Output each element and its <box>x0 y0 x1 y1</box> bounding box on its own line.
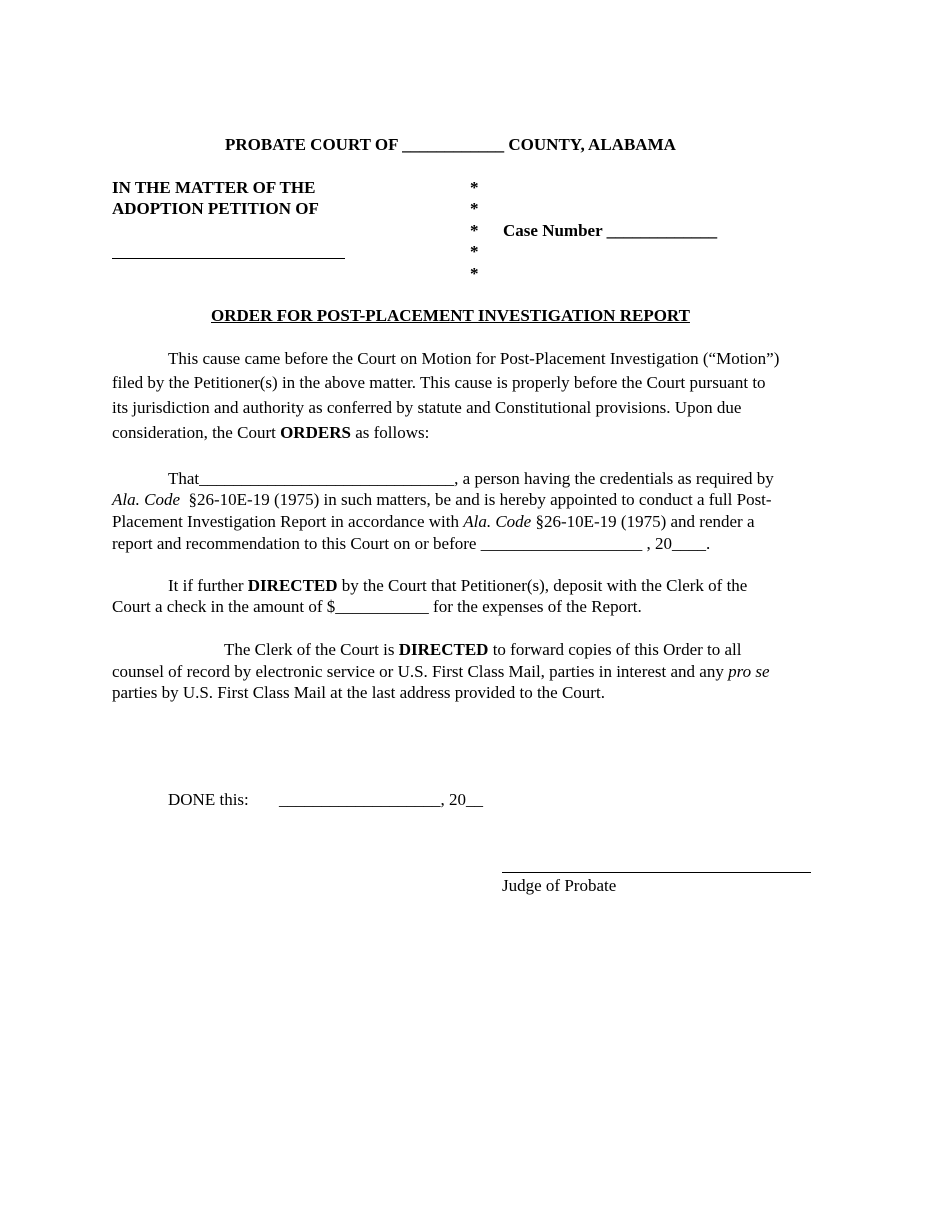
court-suffix: COUNTY, ALABAMA <box>508 135 676 154</box>
petitioner-name-line <box>112 258 345 259</box>
signature-line <box>502 872 811 873</box>
para3-line: Court a check in the amount of $___________ for the expenses of the Report. <box>112 597 642 616</box>
done-date-blank: ___________________, 20__ <box>279 790 483 809</box>
pro-se-term: pro se <box>728 662 770 681</box>
appointee-blank: ______________________________ <box>199 469 455 488</box>
caption-star: * <box>470 199 479 218</box>
para2-line: report and recommendation to this Court on or before ___________________ , 20____. <box>112 534 711 553</box>
caption-star: * <box>470 264 479 283</box>
matter-line-1: IN THE MATTER OF THE <box>112 178 316 197</box>
ala-code-cite: Ala. Code <box>463 512 532 531</box>
matter-line-2: ADOPTION PETITION OF <box>112 199 319 218</box>
para2-line: That______________________________, a person having the credentials as required by <box>168 469 774 488</box>
court-prefix: PROBATE COURT OF <box>225 135 398 154</box>
para3-line: It if further DIRECTED by the Court that Petitioner(s), deposit with the Clerk of the <box>168 576 748 595</box>
para4-line: The Clerk of the Court is DIRECTED to forward copies of this Order to all <box>224 640 742 659</box>
para4-line: parties by U.S. First Class Mail at the last address provided to the Court. <box>112 683 605 702</box>
case-number-blank: _____________ <box>606 221 718 240</box>
case-number <box>503 222 717 239</box>
para2-line: Placement Investigation Report in accordance with Ala. Code §26-10E-19 (1975) and render a <box>112 512 755 531</box>
caption-star: * <box>470 221 479 240</box>
caption-star: * <box>470 178 479 197</box>
order-title: ORDER FOR POST-PLACEMENT INVESTIGATION REPORT <box>211 306 690 325</box>
caption-star: * <box>470 242 479 261</box>
case-number-label: Case Number <box>503 221 603 240</box>
ala-code-cite: Ala. Code <box>112 490 180 509</box>
directed-emphasis: DIRECTED <box>247 576 338 595</box>
judge-of-probate-label: Judge of Probate <box>502 876 617 895</box>
para1-line: filed by the Petitioner(s) in the above matter. This cause is properly before the Court pursuant to <box>112 373 766 392</box>
para1-line: This cause came before the Court on Motion for Post-Placement Investigation (“Motion”) <box>168 349 780 368</box>
para2-line: Ala. Code §26-10E-19 (1975) in such matters, be and is hereby appointed to conduct a full Post- <box>112 490 772 509</box>
directed-emphasis: DIRECTED <box>398 640 489 659</box>
court-header <box>225 136 676 153</box>
orders-emphasis: ORDERS <box>280 423 351 442</box>
para1-line: consideration, the Court ORDERS as follows: <box>112 423 430 442</box>
done-label: DONE this: <box>168 790 249 809</box>
para1-line: its jurisdiction and authority as conferred by statute and Constitutional provisions. Upon due <box>112 398 742 417</box>
para4-line: counsel of record by electronic service or U.S. First Class Mail, parties in interest and any pro se <box>112 662 770 681</box>
county-blank: ____________ <box>402 135 505 154</box>
